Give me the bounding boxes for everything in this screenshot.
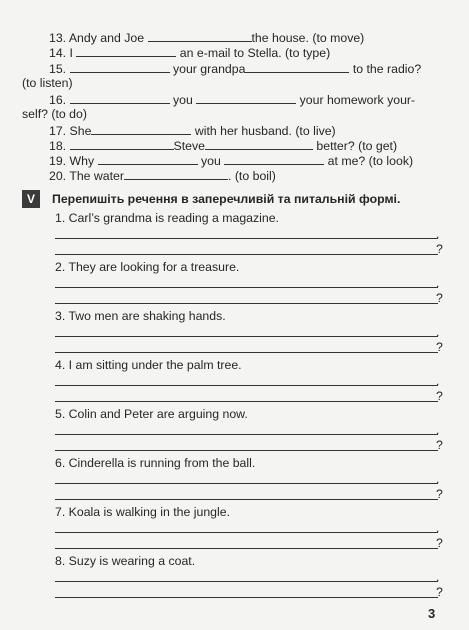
answer-blank[interactable] bbox=[245, 61, 349, 73]
answer-blank[interactable] bbox=[91, 123, 191, 135]
answer-line-negative[interactable] bbox=[55, 581, 438, 582]
period-mark: . bbox=[436, 521, 440, 535]
period-mark: . bbox=[436, 472, 440, 486]
exercise-item-13: 13. Andy and Joe the house. (to move) bbox=[49, 31, 365, 45]
answer-line-negative[interactable] bbox=[55, 532, 438, 533]
answer-blank[interactable] bbox=[70, 92, 170, 104]
sentence-1: 1. Carl’s grandma is reading a magazine. bbox=[55, 211, 279, 225]
answer-line-question[interactable] bbox=[55, 254, 438, 255]
answer-line-question[interactable] bbox=[55, 303, 438, 304]
exercise-item-15-continued: (to listen) bbox=[22, 76, 73, 90]
exercise-item-15: 15. your grandpa to the radio? bbox=[49, 62, 422, 76]
exercise-item-16: 16. you your homework your- bbox=[49, 93, 416, 107]
section-title: Перепишіть речення в заперечливій та питальній формі. bbox=[52, 192, 401, 206]
answer-line-negative[interactable] bbox=[55, 385, 438, 386]
period-mark: . bbox=[436, 227, 440, 241]
exercise-item-19: 19. Why you at me? (to look) bbox=[49, 154, 414, 168]
answer-line-negative[interactable] bbox=[55, 434, 438, 435]
section-badge: V bbox=[22, 190, 40, 208]
question-mark: ? bbox=[436, 340, 443, 354]
answer-line-question[interactable] bbox=[55, 401, 438, 402]
exercise-item-18: 18. Steve better? (to get) bbox=[49, 139, 398, 153]
page-number: 3 bbox=[428, 606, 436, 621]
answer-blank[interactable] bbox=[205, 138, 313, 150]
period-mark: . bbox=[436, 325, 440, 339]
sentence-7: 7. Koala is walking in the jungle. bbox=[55, 505, 230, 519]
answer-line-negative[interactable] bbox=[55, 287, 438, 288]
answer-blank[interactable] bbox=[70, 138, 174, 150]
period-mark: . bbox=[436, 374, 440, 388]
answer-blank[interactable] bbox=[224, 153, 324, 165]
question-mark: ? bbox=[436, 585, 443, 599]
answer-blank[interactable] bbox=[98, 153, 198, 165]
exercise-item-20: 20. The water . (to boil) bbox=[49, 169, 276, 183]
answer-line-question[interactable] bbox=[55, 450, 438, 451]
sentence-4: 4. I am sitting under the palm tree. bbox=[55, 358, 242, 372]
sentence-5: 5. Colin and Peter are arguing now. bbox=[55, 407, 248, 421]
answer-line-question[interactable] bbox=[55, 597, 438, 598]
exercise-item-17: 17. She with her husband. (to live) bbox=[49, 124, 336, 138]
answer-blank[interactable] bbox=[124, 168, 228, 180]
period-mark: . bbox=[436, 276, 440, 290]
answer-line-question[interactable] bbox=[55, 499, 438, 500]
question-mark: ? bbox=[436, 438, 443, 452]
answer-line-negative[interactable] bbox=[55, 483, 438, 484]
period-mark: . bbox=[436, 570, 440, 584]
sentence-8: 8. Suzy is wearing a coat. bbox=[55, 554, 196, 568]
sentence-6: 6. Cinderella is running from the ball. bbox=[55, 456, 256, 470]
answer-line-negative[interactable] bbox=[55, 336, 438, 337]
question-mark: ? bbox=[436, 291, 443, 305]
question-mark: ? bbox=[436, 487, 443, 501]
exercise-item-16-continued: self? (to do) bbox=[22, 107, 87, 121]
exercise-item-14: 14. I an e-mail to Stella. (to type) bbox=[49, 46, 331, 60]
answer-line-question[interactable] bbox=[55, 548, 438, 549]
question-mark: ? bbox=[436, 389, 443, 403]
answer-blank[interactable] bbox=[148, 30, 252, 42]
question-mark: ? bbox=[436, 242, 443, 256]
answer-blank[interactable] bbox=[76, 45, 176, 57]
sentence-2: 2. They are looking for a treasure. bbox=[55, 260, 240, 274]
answer-line-negative[interactable] bbox=[55, 238, 438, 239]
question-mark: ? bbox=[436, 536, 443, 550]
period-mark: . bbox=[436, 423, 440, 437]
sentence-3: 3. Two men are shaking hands. bbox=[55, 309, 226, 323]
answer-line-question[interactable] bbox=[55, 352, 438, 353]
answer-blank[interactable] bbox=[196, 92, 296, 104]
answer-blank[interactable] bbox=[70, 61, 170, 73]
